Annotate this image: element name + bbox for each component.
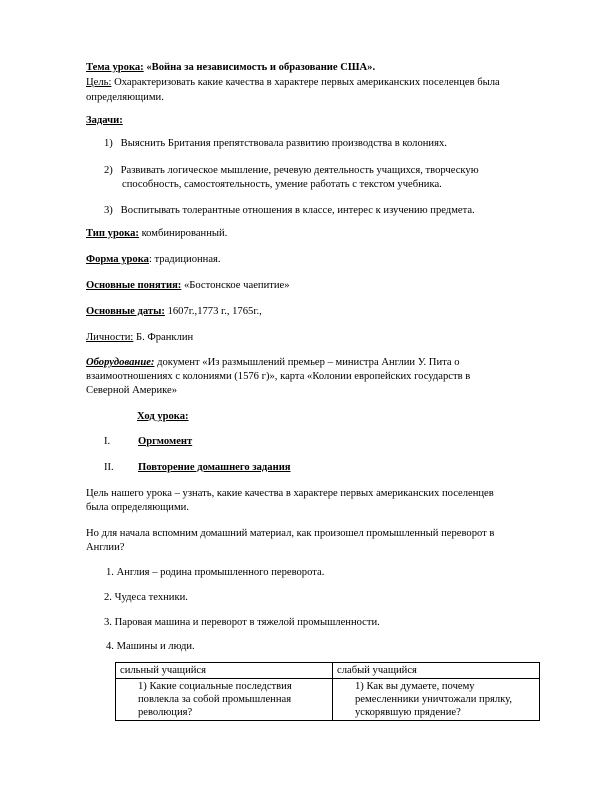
concepts-value: «Бостонское чаепитие» [181, 280, 290, 291]
questions-table [115, 662, 540, 721]
task-text: Развивать логическое мышление, речевую деятельность учащихся, творческую [120, 165, 479, 176]
equipment-line [86, 356, 460, 369]
equipment-label: Оборудование: [86, 357, 155, 368]
dates-value: 1607г.,1773 г., 1765г., [164, 306, 262, 317]
list-item: 3. Паровая машина и переворот в тяжелой промышленности. [104, 617, 380, 628]
table-row [116, 679, 540, 721]
list-item: 2. Чудеса техники. [104, 592, 188, 603]
persons-line [86, 331, 193, 344]
task-text-continued: способность, самостоятельность, умение работать с текстом учебника. [122, 179, 442, 190]
concepts-label: Основные понятия: [86, 280, 182, 291]
equipment-text-1: документ «Из размышлений премьер – министра Англии У. Пита о [154, 357, 460, 368]
lesson-type-value: комбинированный. [138, 228, 228, 239]
lesson-type-line [86, 227, 227, 240]
table-cell-strong [116, 679, 333, 721]
task-item [104, 204, 475, 217]
dates-label: Основные даты: [86, 306, 165, 317]
lesson-type-label: Тип урока: [86, 228, 139, 239]
goal-text-2: определяющими. [86, 92, 164, 103]
paragraph-1-line-1: Цель нашего урока – узнать, какие качества в характере первых американских поселенцев [86, 488, 494, 499]
list-item: 4. Машины и люди. [106, 641, 195, 652]
goal-line [86, 76, 500, 89]
cell-line: 1) Какие социальные последствия [138, 681, 292, 692]
persons-value: Б. Франклин [133, 332, 194, 343]
goal-text-1: Охарактеризовать какие качества в характере первых американских поселенцев была [114, 77, 500, 88]
tasks-label: Задачи: [86, 115, 123, 126]
stage-item [104, 435, 192, 448]
stage-label: Повторение домашнего задания [138, 462, 291, 473]
stage-number: II. [104, 462, 114, 473]
list-item: 1. Англия – родина промышленного переворота. [106, 567, 325, 578]
paragraph-2-line-2: Англии? [86, 542, 125, 553]
lesson-form-label: Форма урока [86, 254, 149, 265]
task-text: Выяснить Британия препятствовала развитию производства в колониях. [120, 138, 447, 149]
equipment-text-2: взаимоотношениях с колониями (1576 г)», карта «Колонии европейских государств в [86, 371, 471, 382]
equipment-text-3: Северной Америке» [86, 385, 178, 396]
paragraph-1-line-2: была определяющими. [86, 502, 189, 513]
goal-label: Цель: [86, 77, 112, 88]
course-title: Ход урока: [137, 411, 189, 422]
stage-number: I. [104, 436, 111, 447]
cell-line: ремесленники уничтожали прялку, [355, 694, 513, 705]
lesson-form-line [86, 253, 221, 266]
topic-line [86, 61, 375, 74]
topic-value: «Война за независимость и образование США». [146, 62, 376, 73]
task-number: 2) [104, 165, 113, 176]
persons-label: Личности: [86, 332, 134, 343]
task-item [104, 137, 447, 150]
task-number: 3) [104, 205, 113, 216]
task-item [104, 164, 479, 177]
stage-item [104, 461, 291, 474]
table-header-row [116, 663, 540, 679]
table-cell-weak [333, 679, 540, 721]
lesson-form-value: : традиционная. [148, 254, 221, 265]
cell-line: повлекла за собой промышленная [138, 694, 292, 705]
dates-line [86, 305, 262, 318]
task-text: Воспитывать толерантные отношения в классе, интерес к изучению предмета. [120, 205, 475, 216]
topic-label: Тема урока: [86, 62, 144, 73]
task-number: 1) [104, 138, 113, 149]
concepts-line [86, 279, 290, 292]
paragraph-2-line-1: Но для начала вспомним домашний материал, как произошел промышленный переворот в [86, 528, 495, 539]
table-header-strong: сильный учащийся [116, 663, 333, 679]
cell-line: 1) Как вы думаете, почему [355, 681, 475, 692]
table-header-weak: слабый учащийся [333, 663, 540, 679]
stage-label: Оргмомент [138, 436, 193, 447]
cell-line: ускорявшую прядение? [355, 707, 461, 718]
cell-line: революция? [138, 707, 193, 718]
